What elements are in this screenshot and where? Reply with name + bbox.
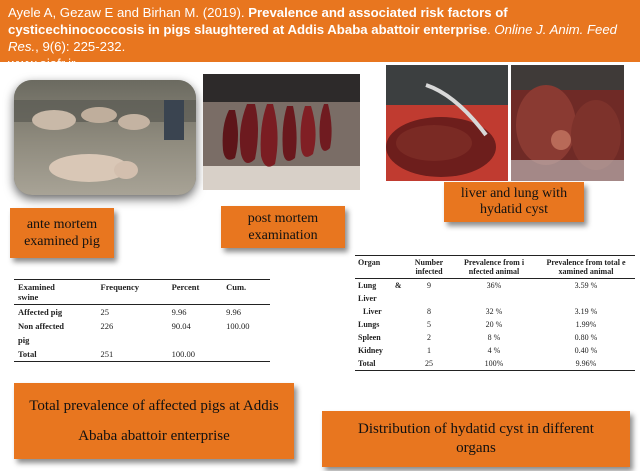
column-header: Cum. bbox=[222, 280, 270, 305]
lung-photo bbox=[511, 65, 624, 181]
journal-name: Online J. Anim. Feed Res. bbox=[8, 22, 618, 54]
journal-link[interactable]: www.ojafr.ir bbox=[8, 56, 76, 71]
table-row: Affected pig 25 9.96 9.96 bbox=[18, 307, 241, 317]
citation-details: , 9(6): 225-232. bbox=[35, 39, 126, 54]
table-row: Total 251 100.00 bbox=[18, 349, 195, 359]
organ-distribution-table bbox=[355, 255, 635, 371]
column-header: Number infected bbox=[407, 256, 451, 279]
table-row: Spleen 2 8 % 0.80 % bbox=[358, 333, 598, 342]
citation-banner: Ayele A, Gezaw E and Birhan M. (2019). Prevalence and associated risk factors of cysticechinococcosis in pigs slaughtered at Addis Ababa abattoir enterprise. Online J. Anim. Feed Res., 9(6): 225-232. www.ojafr.ir bbox=[0, 0, 640, 62]
distribution-caption: Distribution of hydatid cyst in different organs bbox=[322, 411, 630, 467]
table-row: Kidney 1 4 % 0.40 % bbox=[358, 346, 598, 355]
table-row: Liver 8 32 % 3.19 % bbox=[363, 307, 598, 316]
table-row: Total 25 100% 9.96% bbox=[358, 359, 597, 368]
total-prevalence-caption: Total prevalence of affected pigs at Addis Ababa abattoir enterprise bbox=[14, 383, 294, 459]
column-header: Examined swine bbox=[14, 280, 97, 305]
column-header: Frequency bbox=[97, 280, 168, 305]
table-row: Non affected 226 90.04 100.00 bbox=[18, 321, 250, 331]
post-mortem-caption: post mortem examination bbox=[221, 206, 345, 248]
ante-mortem-photo bbox=[14, 80, 196, 195]
liver-lung-caption: liver and lung with hydatid cyst bbox=[444, 182, 584, 222]
prevalence-table bbox=[14, 279, 270, 362]
liver-photo bbox=[386, 65, 508, 181]
column-header: Prevalence from total e xamined animal bbox=[537, 256, 635, 279]
ante-mortem-caption: ante mortem examined pig bbox=[10, 208, 114, 258]
paper-title: Prevalence and associated risk factors of cysticechinococcosis in pigs slaughtered at Addis Ababa abattoir enterprise bbox=[8, 5, 508, 37]
column-header: Percent bbox=[168, 280, 222, 305]
column-header: Prevalence from i nfected animal bbox=[451, 256, 537, 279]
table-row: pig bbox=[18, 335, 30, 345]
table-row: Lungs 5 20 % 1.99% bbox=[358, 320, 597, 329]
table-row: Liver bbox=[358, 294, 377, 303]
column-header: Organ bbox=[355, 256, 407, 279]
authors: Ayele A, Gezaw E and Birhan M. (2019). bbox=[8, 5, 245, 20]
table-row: Lung & 9 36% 3.59 % bbox=[358, 281, 598, 290]
post-mortem-photo bbox=[203, 74, 360, 190]
